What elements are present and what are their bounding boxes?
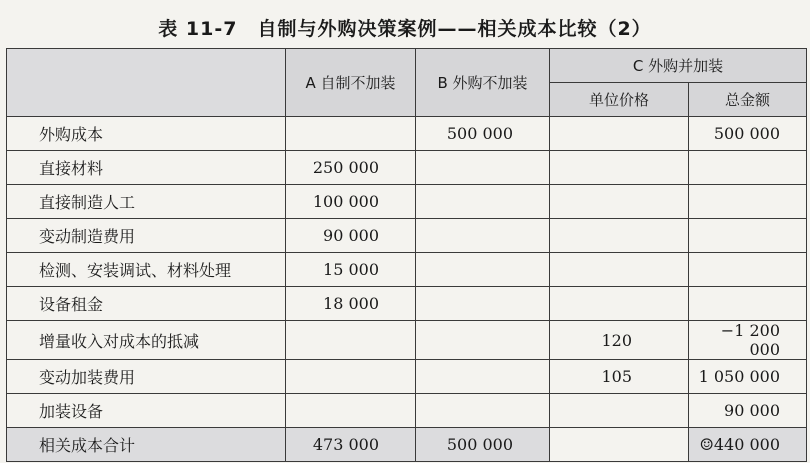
cell-a (286, 321, 416, 360)
header-col-b: B 外购不加装 (416, 49, 550, 117)
row-label: 加装设备 (7, 394, 286, 428)
table-header (7, 49, 807, 117)
table-title: 表 11-7 自制与外购决策案例——相关成本比较（2） (158, 18, 652, 40)
table-row (7, 151, 807, 185)
row-label: 直接材料 (7, 151, 286, 185)
cell-b (416, 151, 550, 185)
cell-b (416, 185, 550, 219)
cell-c-total: −1 200 000 (689, 321, 807, 360)
cell-c-unit (550, 185, 689, 219)
row-label: 增量收入对成本的抵减 (7, 321, 286, 360)
cell-c-total: 1 050 000 (689, 360, 807, 394)
cell-c-unit (550, 287, 689, 321)
cell-a: 90 000 (286, 219, 416, 253)
cell-a (286, 360, 416, 394)
total-b: 500 000 (416, 428, 550, 462)
row-label: 变动制造费用 (7, 219, 286, 253)
table-row (7, 117, 807, 151)
cell-c-unit (550, 117, 689, 151)
row-label: 直接制造人工 (7, 185, 286, 219)
cell-c-unit (550, 219, 689, 253)
header-col-c-total: 总金额 (689, 83, 807, 117)
cell-a: 18 000 (286, 287, 416, 321)
cell-c-unit (550, 151, 689, 185)
cost-comparison-table (6, 48, 807, 462)
cell-c-total (689, 219, 807, 253)
row-label: 设备租金 (7, 287, 286, 321)
table-body (7, 117, 807, 462)
cell-a (286, 117, 416, 151)
cell-b (416, 360, 550, 394)
total-a: 473 000 (286, 428, 416, 462)
row-label: 变动加装费用 (7, 360, 286, 394)
header-col-c: C 外购并加装 (550, 49, 807, 83)
header-col-c-unit: 单位价格 (550, 83, 689, 117)
row-label: 检测、安装调试、材料处理 (7, 253, 286, 287)
cell-c-unit (550, 253, 689, 287)
cell-c-unit: 105 (550, 360, 689, 394)
total-c-total: ☺440 000 (689, 428, 807, 462)
row-label: 外购成本 (7, 117, 286, 151)
total-c-unit (550, 428, 689, 462)
cell-b (416, 253, 550, 287)
cell-b (416, 287, 550, 321)
table-row (7, 394, 807, 428)
table-row (7, 253, 807, 287)
header-blank-cell (7, 49, 286, 117)
table-row (7, 185, 807, 219)
table-row (7, 287, 807, 321)
cell-b: 500 000 (416, 117, 550, 151)
cell-c-unit: 120 (550, 321, 689, 360)
cell-b (416, 321, 550, 360)
cell-c-total (689, 151, 807, 185)
cell-a: 15 000 (286, 253, 416, 287)
cell-a (286, 394, 416, 428)
cell-c-total: 90 000 (689, 394, 807, 428)
cell-c-total: 500 000 (689, 117, 807, 151)
cell-c-total (689, 287, 807, 321)
header-col-a: A 自制不加装 (286, 49, 416, 117)
cell-c-total (689, 185, 807, 219)
table-row (7, 321, 807, 360)
total-label: 相关成本合计 (7, 428, 286, 462)
total-row (7, 428, 807, 462)
table-row (7, 360, 807, 394)
cell-c-total (689, 253, 807, 287)
cell-b (416, 219, 550, 253)
cell-c-unit (550, 394, 689, 428)
table-row (7, 219, 807, 253)
cell-a: 250 000 (286, 151, 416, 185)
cell-a: 100 000 (286, 185, 416, 219)
cell-b (416, 394, 550, 428)
